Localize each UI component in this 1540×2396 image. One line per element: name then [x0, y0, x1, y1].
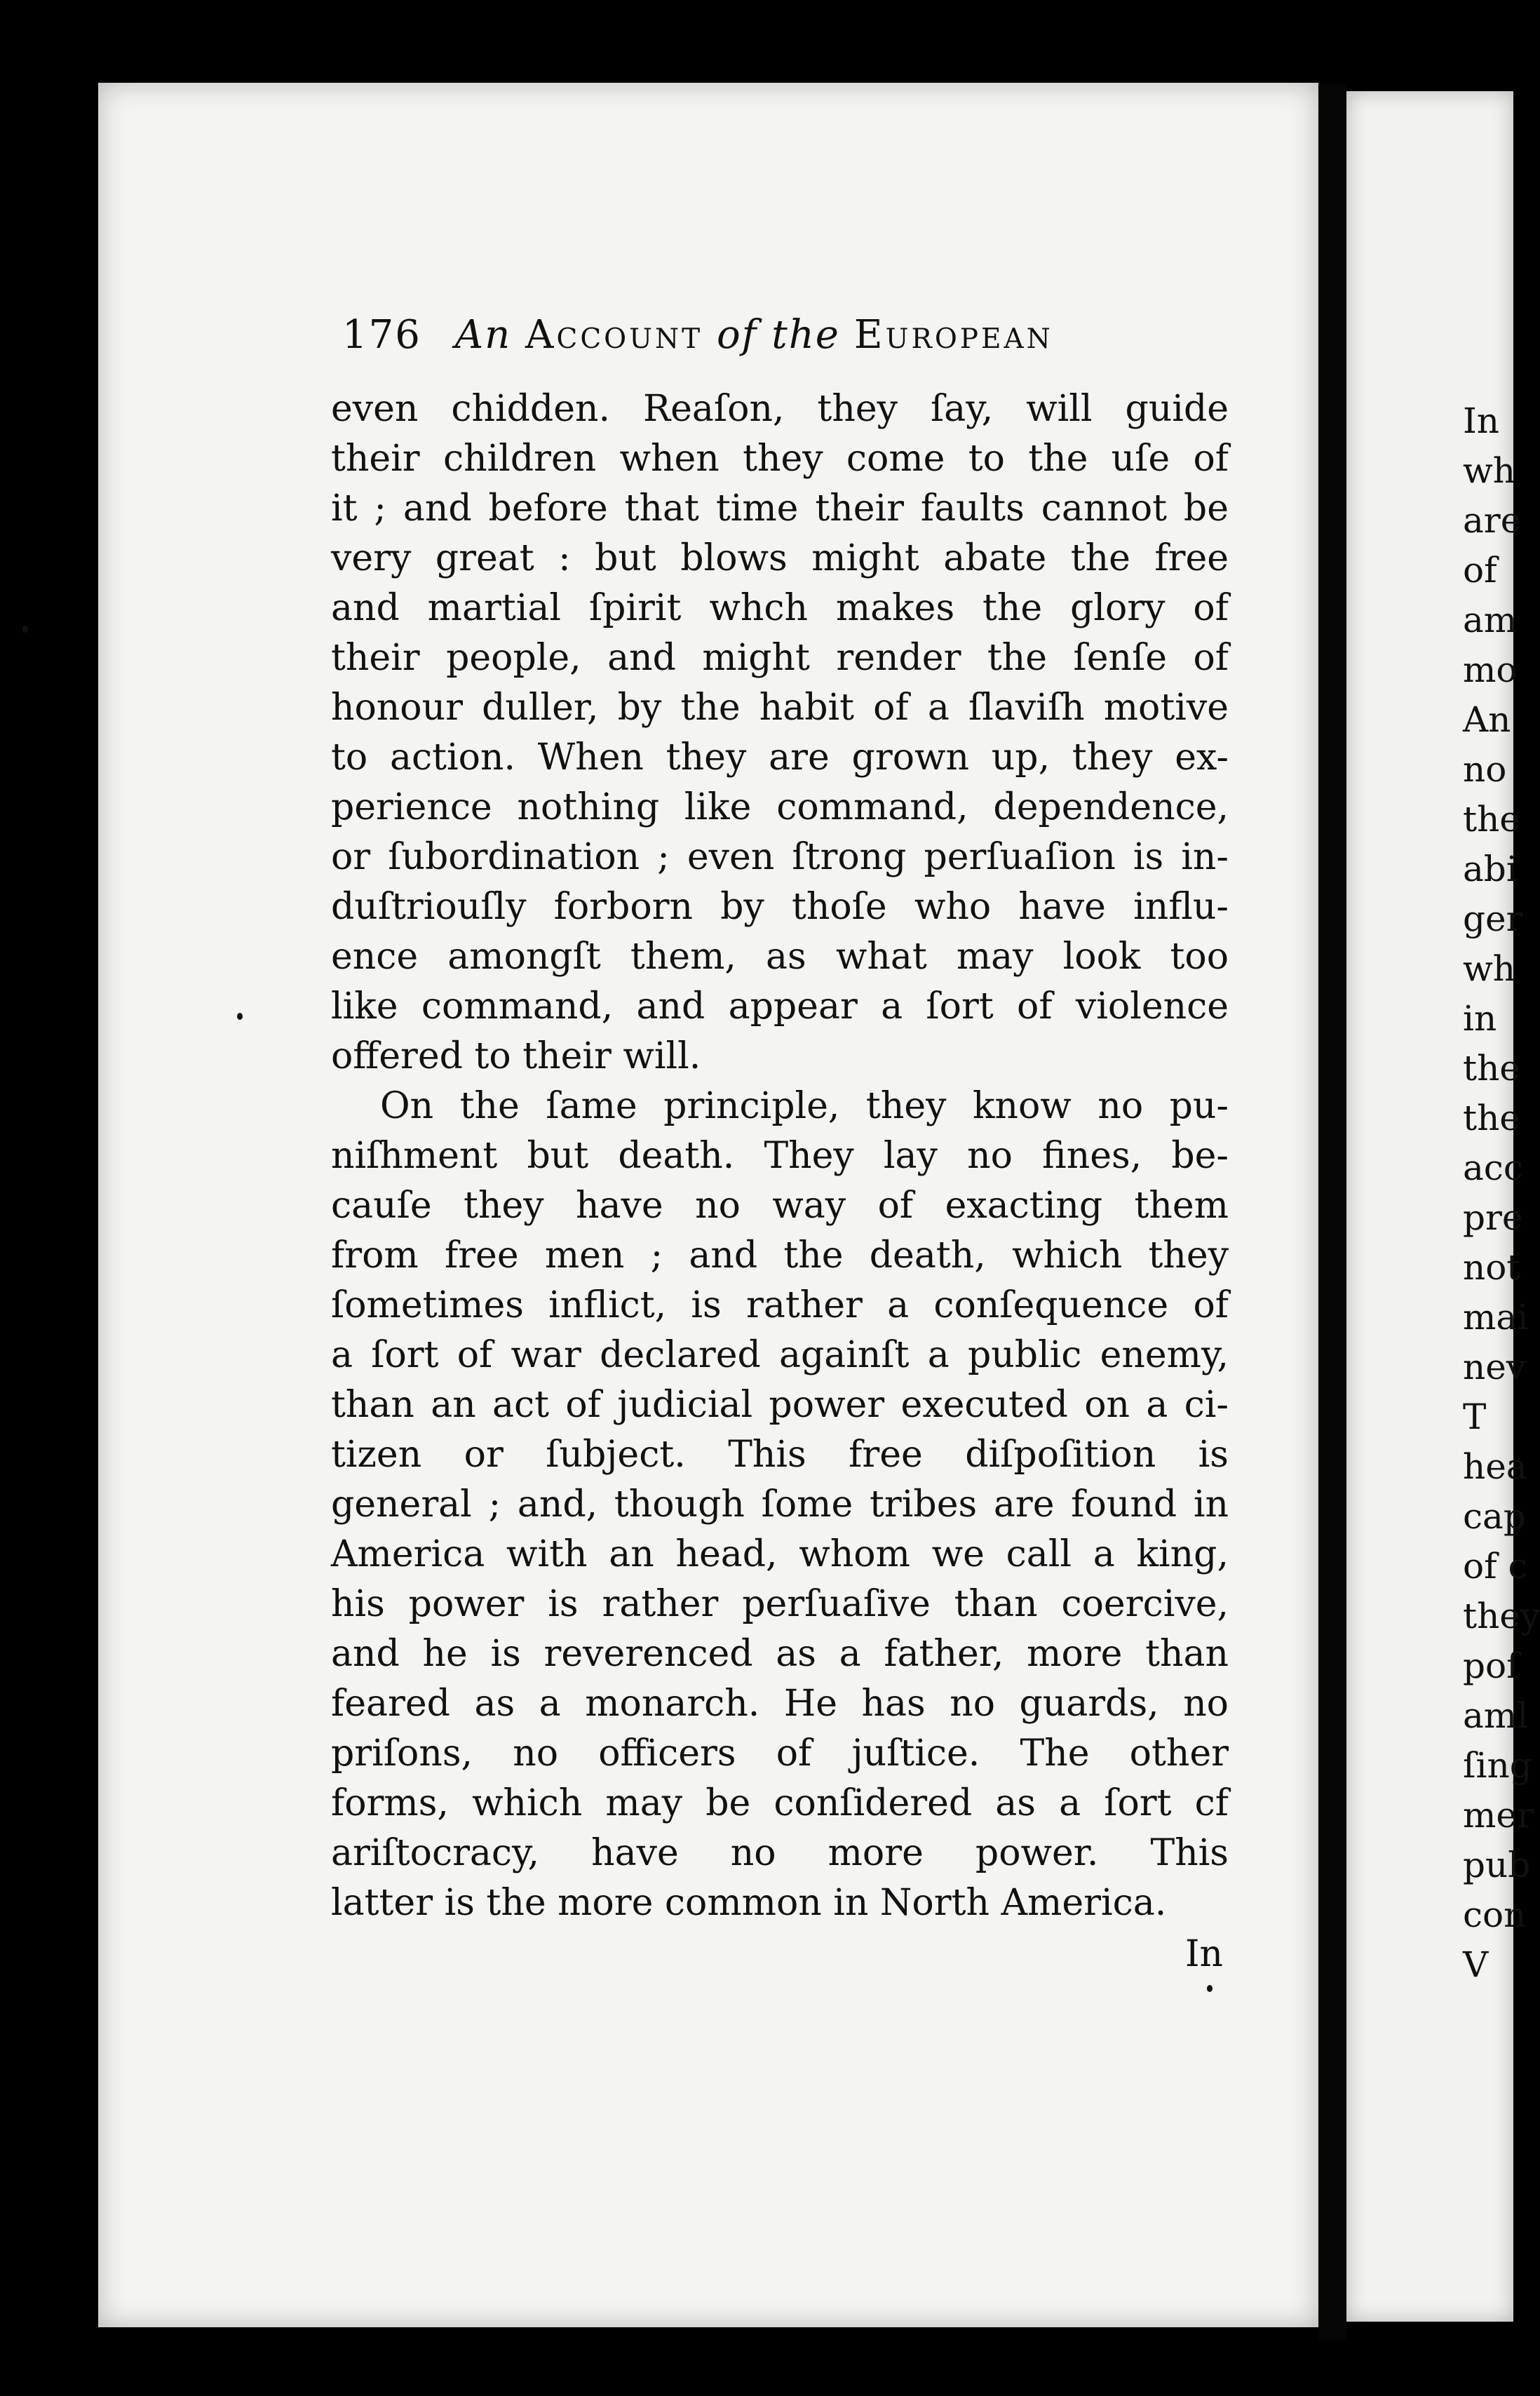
text-line: honour duller, by the habit of a ſlaviſh motive [331, 687, 1229, 729]
facing-line: T [1463, 1396, 1487, 1437]
text-line: perience nothing like command, dependence, [331, 786, 1229, 828]
facing-line: ſing [1463, 1745, 1532, 1786]
text-line: to action. When they are grown up, they ex- [331, 736, 1229, 779]
facing-line: pre [1463, 1197, 1523, 1238]
facing-line: mo [1463, 650, 1518, 690]
facing-line: hea [1463, 1446, 1527, 1487]
dust-speck [22, 626, 28, 633]
text-line: very great : but blows might abate the free [331, 537, 1229, 579]
text-line: or ſubordination ; even ſtrong perſuaſion is in- [331, 836, 1229, 878]
dust-speck [237, 1013, 243, 1020]
facing-line: they [1463, 1596, 1540, 1636]
facing-line: no [1463, 749, 1507, 790]
facing-line: the [1463, 799, 1520, 840]
facing-line: of c [1463, 1546, 1528, 1587]
facing-line: wh [1463, 948, 1515, 989]
dust-speck [1207, 1985, 1213, 1992]
facing-line: ger [1463, 898, 1523, 939]
text-line: cauſe they have no way of exacting them [331, 1185, 1229, 1227]
facing-line: poſ [1463, 1645, 1520, 1686]
running-head-of-the: of the [716, 312, 840, 358]
running-head-european: European [853, 312, 1053, 358]
text-line: latter is the more common in North America. [331, 1882, 1167, 1924]
facing-line: An [1463, 699, 1511, 740]
facing-line: the [1463, 1098, 1520, 1138]
facing-line: acc [1463, 1147, 1523, 1188]
text-line: ence amongſt them, as what may look too [331, 936, 1229, 978]
running-head-an: An [454, 312, 512, 358]
facing-line: of [1463, 550, 1497, 591]
text-line: and he is reverenced as a father, more than [331, 1633, 1229, 1675]
facing-line: mer [1463, 1795, 1534, 1836]
text-line: and martial ſpirit whch makes the glory of [331, 587, 1229, 629]
paragraph-2 [331, 1082, 1229, 1928]
text-line: On the ſame principle, they know no pu- [380, 1085, 1229, 1127]
text-line: America with an head, whom we call a king, [331, 1533, 1229, 1575]
facing-line: in [1463, 998, 1497, 1039]
text-line: from free men ; and the death, which they [331, 1234, 1229, 1277]
text-line: tizen or ſubject. This free diſpoſition is [331, 1434, 1229, 1476]
text-line: duſtriouſly forborn by thoſe who have influ- [331, 886, 1229, 928]
running-head [342, 312, 1233, 358]
facing-line: V [1463, 1944, 1489, 1985]
facing-line: mai [1463, 1297, 1529, 1338]
facing-line: not [1463, 1247, 1521, 1288]
text-line: ariſtocracy, have no more power. This [331, 1832, 1229, 1874]
body-text [331, 384, 1229, 1928]
book-gutter [1318, 83, 1346, 2341]
text-line: their children when they come to the uſe of [331, 438, 1229, 480]
text-line: even chidden. Reaſon, they ſay, will guide [331, 388, 1229, 430]
paragraph-1 [331, 384, 1229, 1082]
facing-page-text [1463, 396, 1540, 1990]
facing-line: abi [1463, 849, 1518, 889]
text-line: their people, and might render the ſenſe of [331, 637, 1229, 679]
text-line: like command, and appear a ſort of violence [331, 985, 1229, 1028]
facing-line: cap [1463, 1496, 1526, 1537]
facing-line: aml [1463, 1695, 1529, 1736]
text-line: offered to their will. [331, 1035, 701, 1077]
facing-line: pub [1463, 1845, 1531, 1885]
text-line: forms, which may be conſidered as a ſort cf [331, 1782, 1229, 1824]
facing-line: In [1463, 401, 1499, 441]
running-head-account: Account [525, 312, 703, 358]
text-line: niſhment but death. They lay no fines, be- [331, 1135, 1229, 1177]
text-line: general ; and, though ſome tribes are found in [331, 1483, 1229, 1526]
facing-line: wh [1463, 450, 1515, 491]
facing-line: are [1463, 500, 1522, 541]
facing-line: con [1463, 1894, 1527, 1935]
text-line: priſons, no officers of juſtice. The other [331, 1732, 1229, 1775]
text-line: than an act of judicial power executed on a ci- [331, 1384, 1229, 1426]
facing-line: the [1463, 1048, 1520, 1089]
facing-line: am [1463, 600, 1518, 640]
text-line: ſometimes inflict, is rather a conſequence of [331, 1284, 1229, 1326]
facing-line: nev [1463, 1347, 1527, 1387]
catchword: In [1185, 1933, 1224, 1975]
text-line: a ſort of war declared againſt a public enemy, [331, 1334, 1229, 1376]
text-line: his power is rather perſuaſive than coercive, [331, 1583, 1229, 1625]
text-line: feared as a monarch. He has no guards, no [331, 1683, 1229, 1725]
text-line: it ; and before that time their faults cannot be [331, 487, 1229, 530]
page-number: 176 [342, 312, 421, 358]
